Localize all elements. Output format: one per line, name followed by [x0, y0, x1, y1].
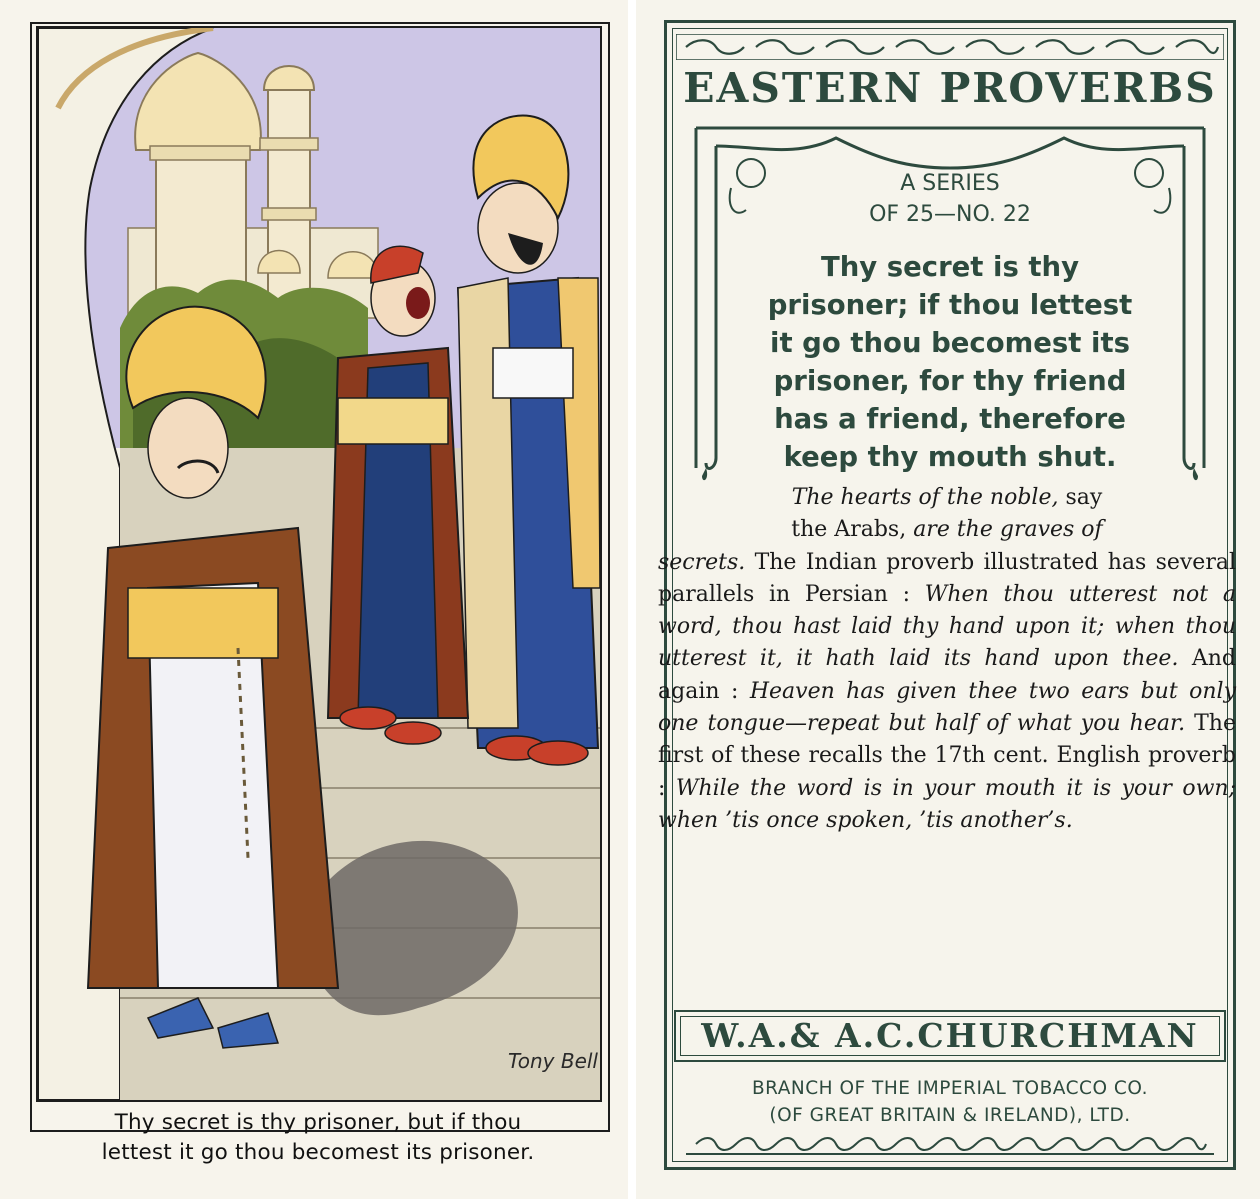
commentary-roman: say — [1058, 485, 1103, 510]
branch-line-1: BRANCH OF THE IMPERIAL TOBACCO CO. — [751, 1078, 1149, 1099]
commentary-roman: And again : — [658, 646, 1236, 704]
picture-caption — [30, 1108, 606, 1168]
series-number — [676, 168, 1224, 230]
picture-card — [0, 0, 628, 1199]
proverb-line: keep thy mouth shut. — [783, 441, 1117, 473]
proverb-text — [696, 248, 1204, 476]
proverb-line: it go thou becomest its — [770, 327, 1130, 359]
commentary-italic: When thou utterest not a word, thou hast laid thy hand upon it; when thou utterest it, it hath laid its hand upon thee. — [658, 581, 1236, 672]
maker-name: W.A.& A.C.CHURCHMAN — [701, 1016, 1199, 1055]
commentary-italic: are the graves of — [913, 517, 1103, 543]
series-title: EASTERN PROVERBS — [683, 64, 1217, 112]
series-line-1: A SERIES — [900, 171, 1000, 196]
proverb-line: prisoner; if thou lettest — [767, 289, 1133, 321]
proverb-line: prisoner, for thy friend — [773, 365, 1127, 397]
commentary-italic: secrets. — [658, 549, 746, 575]
commentary-italic: While the word is in your mouth it is your own; when ’tis once spoken, ’tis another’s. — [658, 775, 1237, 833]
commentary-roman: The Indian proverb illustrated has several parallels in Persian : — [658, 549, 1236, 607]
illustration — [36, 26, 602, 1102]
branch-line-2: (OF GREAT BRITAIN & IRELAND), LTD. — [769, 1105, 1131, 1126]
top-ornament — [676, 34, 1224, 60]
proverb-line: Thy secret is thy — [820, 251, 1080, 283]
artist-signature: Tony Bell — [508, 1049, 598, 1073]
commentary-text — [658, 482, 1236, 837]
commentary-roman: the Arabs, — [791, 517, 914, 543]
bottom-ornament — [676, 1132, 1224, 1156]
proverb-line: has a friend, therefore — [774, 403, 1126, 435]
branch-text — [676, 1075, 1224, 1129]
minaret — [268, 88, 310, 308]
commentary-italic: Heaven has given thee two ears but only one tongue—repeat but half of what you hear. — [658, 678, 1236, 737]
caption-line-2: lettest it go thou becomest its prisoner. — [101, 1140, 535, 1165]
commentary-italic: The hearts of the noble, — [791, 485, 1059, 510]
series-line-2: OF 25—NO. 22 — [869, 202, 1031, 227]
commentary-roman: The first of these recalls the 17th cent. English proverb : — [658, 711, 1236, 801]
caption-line-1: Thy secret is thy prisoner, but if thou — [114, 1110, 522, 1135]
